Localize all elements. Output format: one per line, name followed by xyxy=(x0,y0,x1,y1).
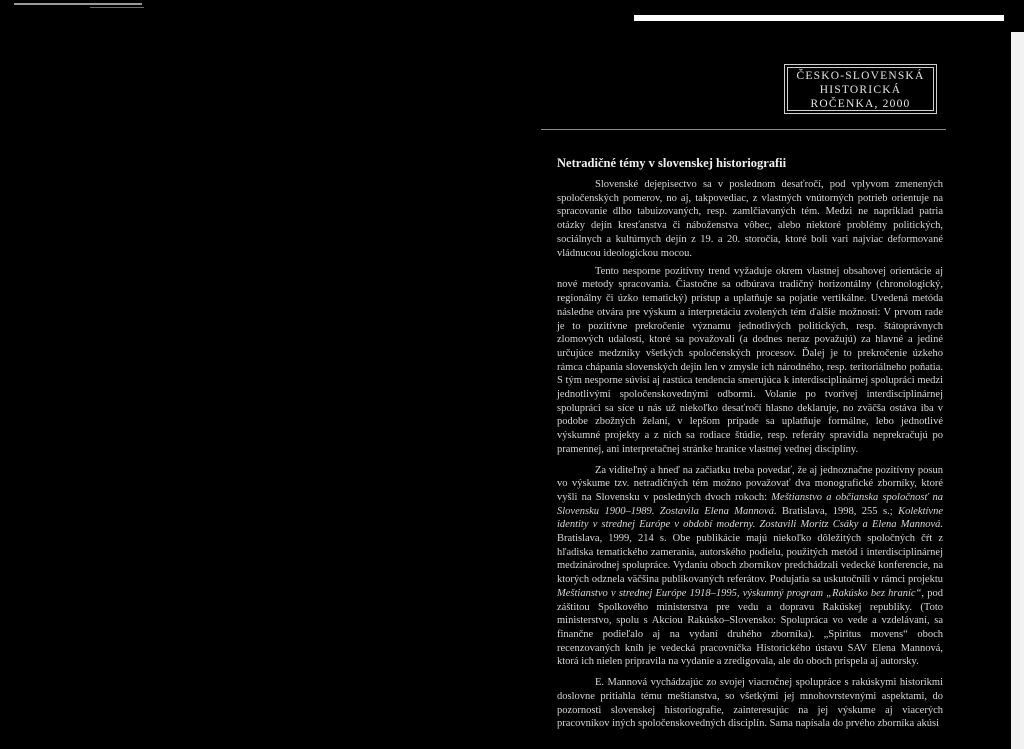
journal-header-line: ROČENKA, 2000 xyxy=(810,98,911,110)
journal-header-line: HISTORICKÁ xyxy=(819,84,902,96)
scan-artifact-edge xyxy=(1011,32,1024,749)
paragraph-text: , pod záštitou Spolkového ministerstva pre vedu a dopravu Rakúskej republiky. (Toto ministerstvo, spolu s Akciou Rakúsko–Slovensko: Spolupráca vo vede a vzdelávaní, sa finančne podieľalo aj na vydaní druhého zborníka). „Spiritus movens“ oboch recenzovaných kníh je vedecká pracovníčka Historického ústavu SAV Elena Mannová, ktorá ich nielen pripravila na vydanie a zredigovala, ale do oboch prispela aj autorsky. xyxy=(557,587,943,668)
paragraph-text: Bratislava, 1999, 214 s. Obe publikácie majú niekoľko dôležitých spoločných čŕt z hľadiska tematického zamerania, autorského podielu, použitých metód i interdisciplinárnej medzinárodnej spolupráce. Vydaniu oboch zborníkov predchádzali vedecké konferencie, na ktorých odznela väčšina publikovaných referátov. Podujatia sa uskutočnili v rámci projektu xyxy=(557,533,943,586)
paragraph: Tento nesporne pozitívny trend vyžaduje okrem vlastnej obsahovej orientácie aj nové metody spracovania. Čiastočne sa odbúrava tradičný horizontálny (chronologický, regionálny či úzko tematický) prístup a uplatňuje sa pojatie vertikálne. Uvedená metóda následne otvára pre výskum a interpretáciu zvolených tém ďalšie možnosti: V prvom rade je to pozitívne prekročenie významu jednotlivých politických, resp. štátoprávnych zlomových udalostí, ktoré sa považovali (a dodnes neraz považujú) za hlavné a jediné určujúce medzníky všetkých spoločenských procesov. Ďalej je to prekročenie úzkeho rámca chápania slovenských dejín len v zmysle ich národného, resp. teritoriálneho poňatia. S tým nesporne súvisí aj rastúca tendencia smerujúca k interdisciplinárnej spolupráci medzi jednotlivými spoločenskovednými odbormi. Volanie po tvorivej interdisciplinárnej spolupráci sa síce u nás už niekoľko desaťročí hlasno deklaruje, no zväčša ostáva iba v podobe zbožných želaní, v lepšom prípade sa uplatňuje formálne, lebo jednotlivé výskumné projekty a z nich sa rodiace štúdie, resp. referáty spravidla neprekračujú po pramennej, ani interpretačnej stránke hranice vlastnej vednej disciplíny. xyxy=(557,265,943,455)
paragraph xyxy=(557,464,943,670)
journal-header-line: ČESKO-SLOVENSKÁ xyxy=(796,70,925,82)
article-title: Netradičné témy v slovenskej historiografii xyxy=(557,156,787,170)
project-title: Meštianstvo v strednej Európe 1918–1995, výskumný program „Rakúsko bez hraníc“ xyxy=(557,587,922,599)
scan-artifact-line xyxy=(90,7,144,8)
book-title: Kolektívne identity v strednej Európe v období moderny. Zostavili Moritz Csáky a Elena Mannová. xyxy=(557,505,943,531)
book-title: Meštianstvo a občianska spoločnosť na Slovensku 1900–1989. Zostavila Elena Mannová. xyxy=(557,491,943,517)
paragraph: Slovenské dejepisectvo sa v poslednom desaťročí, pod vplyvom zmenených spoločenských pomerov, no aj, takpovediac, z vlastných vnútorných potrieb orientuje na spracovanie dlho tabuizovaných, resp. zamlčiavaných tém. Medzi ne napríklad patria otázky dejín kresťanstva či náboženstva vôbec, alebo niektoré problémy politických, sociálnych a kultúrnych dejín z 19. a 20. storočia, ktoré boli vari najviac deformované vládnucou ideologickou mocou. xyxy=(557,179,943,259)
scan-artifact-bar xyxy=(634,15,1004,21)
journal-header-box xyxy=(787,67,934,111)
scan-artifact-line xyxy=(14,3,142,5)
paragraph-text: Za viditeľný a hneď na začiatku treba povedať, že aj jednoznačne pozitívny posun vo výskume tzv. netradičných tém možno považovať dva monografické zborníky, ktoré vyšli na Slovensku v posledných dvoch rokoch: xyxy=(557,464,943,503)
paragraph: E. Mannová vychádzajúc zo svojej viacročnej spolupráce s rakúskymi historikmi doslovne pritiahla tému meštianstva, so všetkými jej mnohovrstevnými aspektami, do pozornosti slovenskej historiografie, zainteresujúc na jej výskume aj viacerých pracovníkov iných spoločenskovedných disciplín. Sama napísala do prvého zborníka akúsi xyxy=(557,677,943,730)
header-rule xyxy=(541,129,946,130)
paragraph-text: Bratislava, 1998, 255 s.; xyxy=(776,505,899,517)
scan-artifact-notch xyxy=(1004,15,1024,32)
article-body xyxy=(557,178,943,738)
